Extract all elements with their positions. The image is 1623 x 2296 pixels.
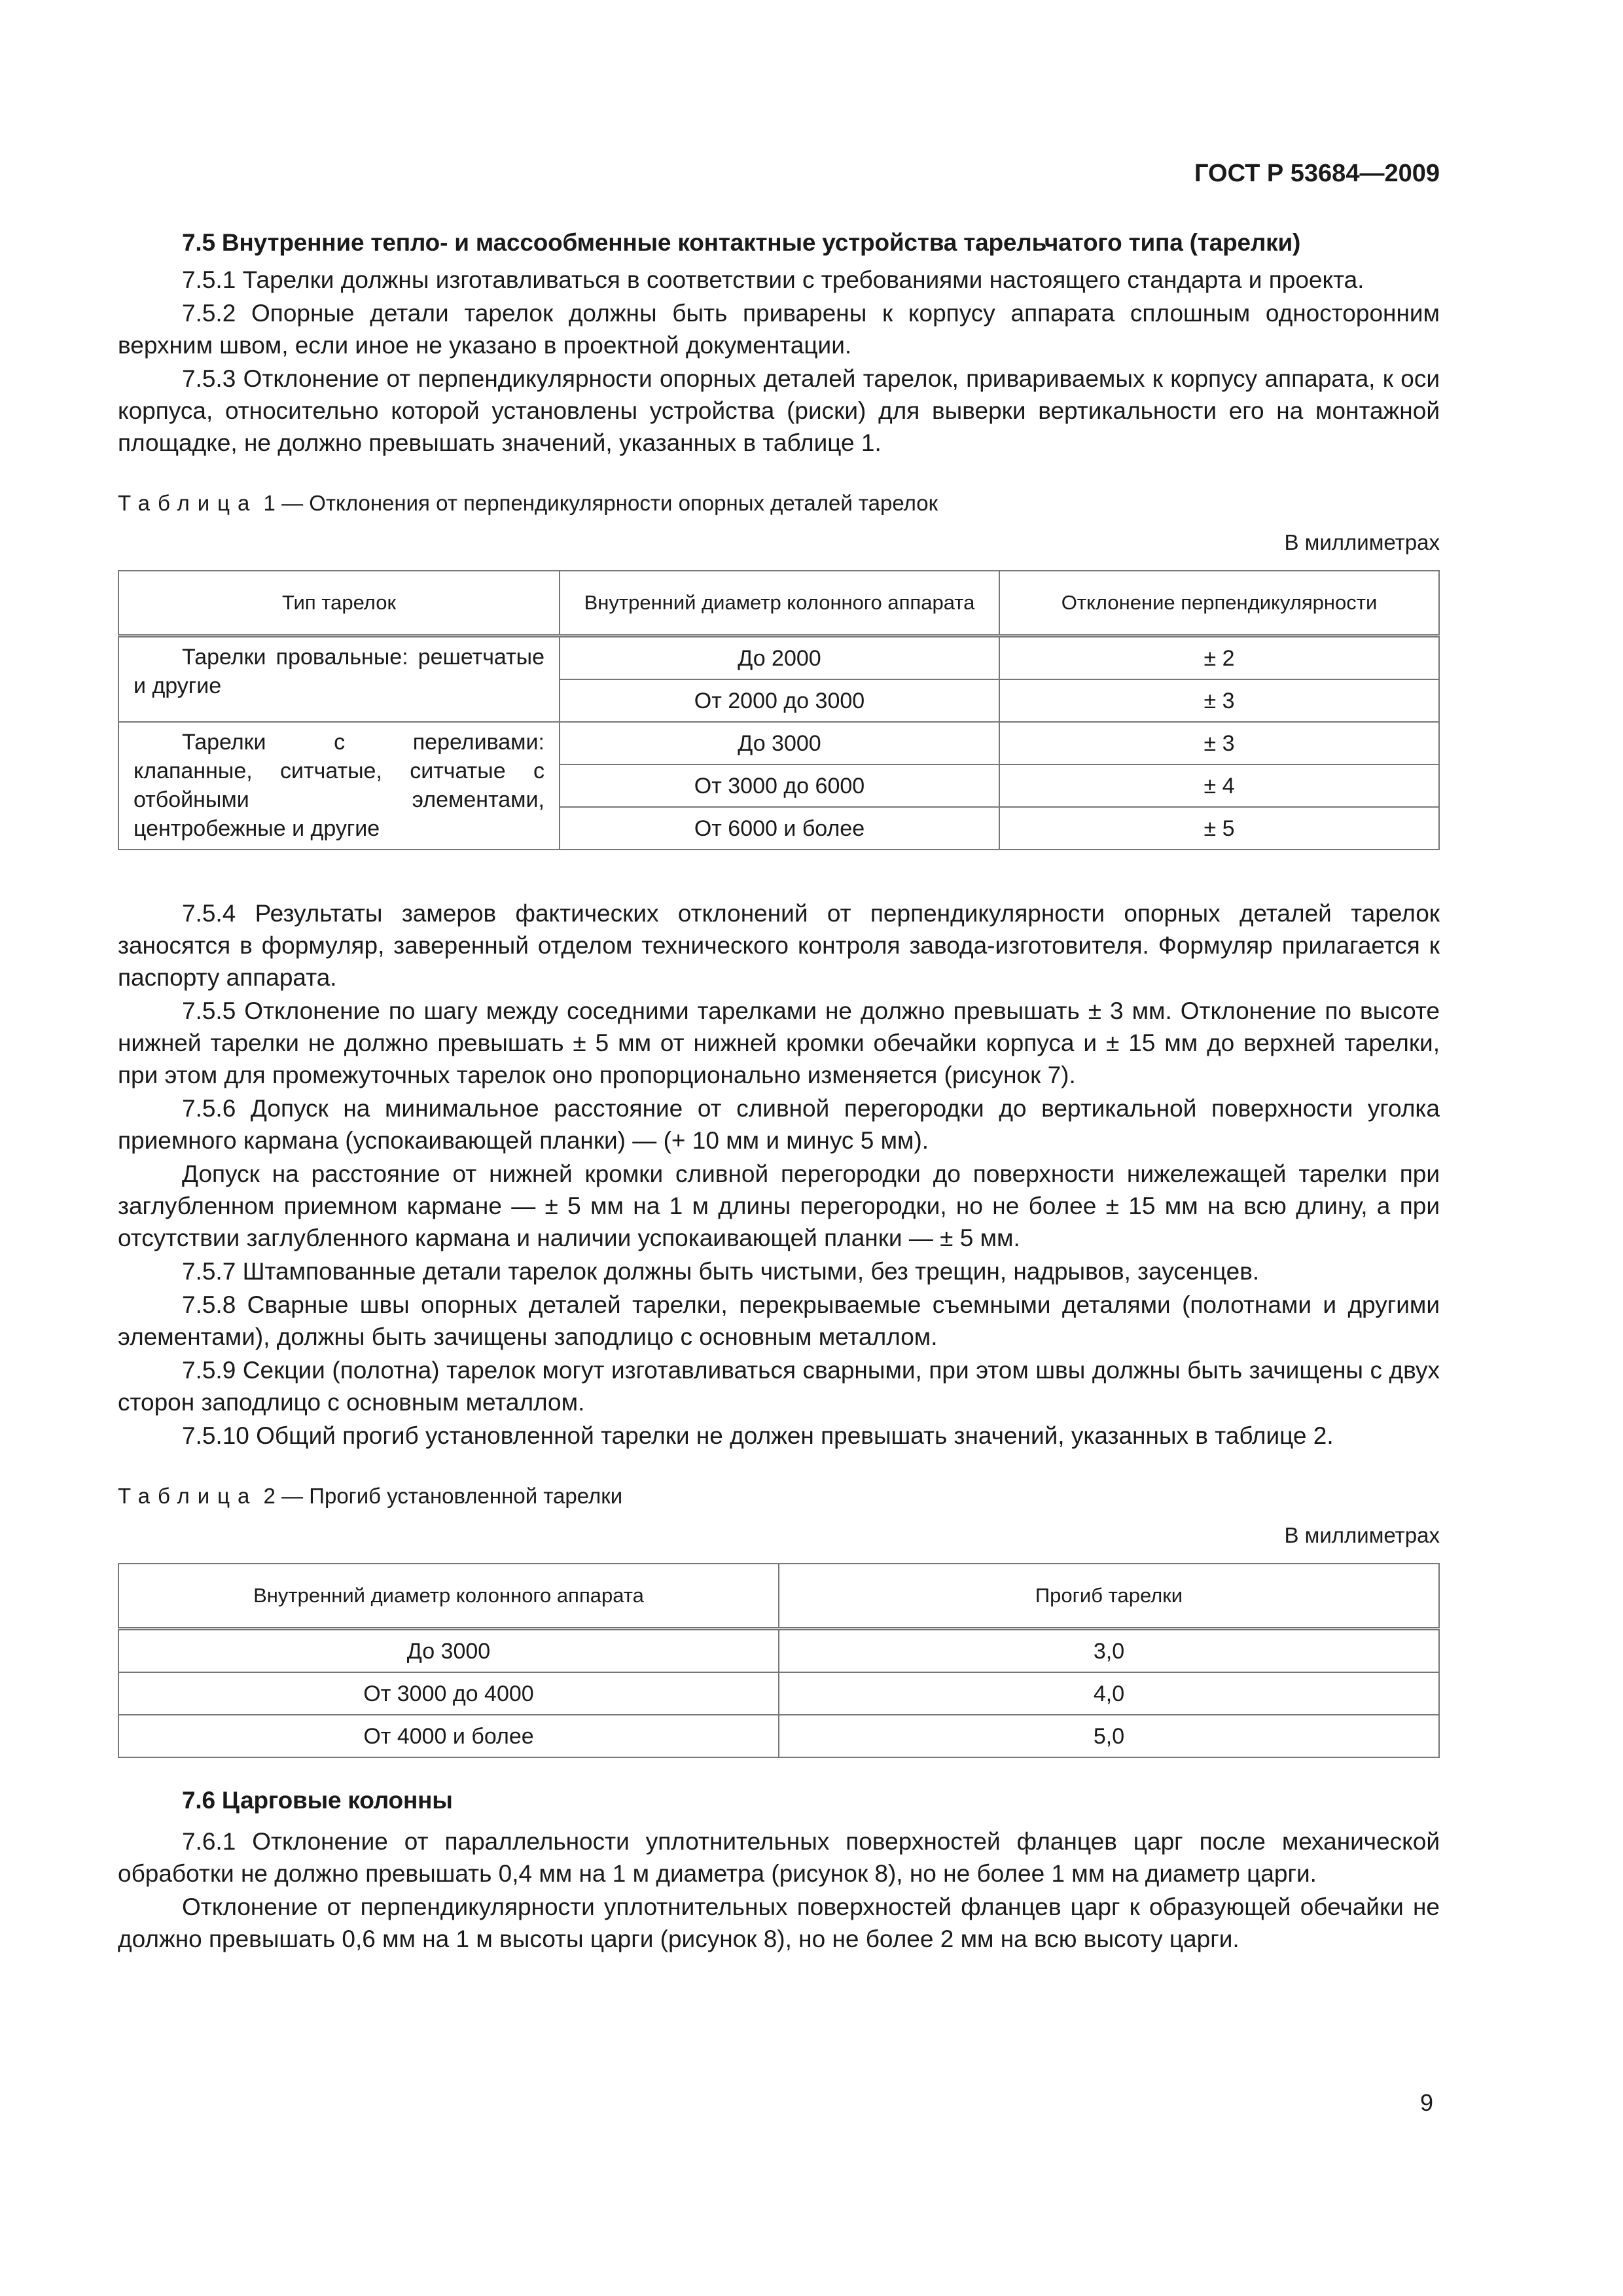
- standard-header: ГОСТ Р 53684—2009: [1194, 160, 1440, 187]
- paragraph-7-5-2: 7.5.2 Опорные детали тарелок должны быть приварены к корпусу аппарата сплошным односторонним верхним швом, если иное не указано в проектной документации.: [118, 300, 1440, 359]
- table-row: [118, 1672, 1439, 1715]
- table-row: [118, 1629, 1439, 1673]
- table-1-header-type: Тип тарелок: [118, 571, 560, 636]
- diameter-cell: От 6000 и более: [560, 807, 999, 850]
- table-1-caption-word: Таблица: [118, 491, 258, 515]
- diameter-cell: До 3000: [560, 722, 999, 764]
- table-2-caption-word: Таблица: [118, 1484, 258, 1508]
- table-1-caption: [118, 489, 1440, 518]
- table-1-header-row: [118, 571, 1439, 636]
- paragraph-7-5-4: 7.5.4 Результаты замеров фактических отклонений от перпендикулярности опорных деталей тарелок заносятся в формуляр, заверенный отделом технического контроля завода-изготовителя. Формуляр прилагается к паспорту аппарата.: [118, 900, 1440, 991]
- deviation-cell: ± 3: [999, 722, 1439, 764]
- paragraph-7-5-6-tolerance: Допуск на расстояние от нижней кромки сливной перегородки до поверхности нижележащей тарелки при заглубленном приемном кармане — ± 5 мм на 1 м длины перегородки, но не более ± 15 мм на всю длину, а при отсутствии заглубленного кармана и наличии успокаивающей планки — ± 5 мм.: [118, 1160, 1440, 1251]
- diameter-cell: От 2000 до 3000: [560, 679, 999, 722]
- section-7-6-title: 7.6 Царговые колонны: [182, 1787, 453, 1814]
- table-1-type-cell: [118, 722, 560, 850]
- table-2-header-deflection: Прогиб тарелки: [779, 1564, 1439, 1629]
- section-7-5-continued: [118, 897, 1440, 1452]
- deflection-cell: 5,0: [779, 1715, 1439, 1757]
- diameter-cell: От 4000 и более: [118, 1715, 779, 1757]
- paragraph-7-5-5: 7.5.5 Отклонение по шагу между соседними тарелками не должно превышать ± 3 мм. Отклонение по высоте нижней тарелки не должно превышать ± 5 мм от нижней кромки обечайки корпуса и ± 15 мм до верхней тарелки, при этом для промежуточных тарелок оно пропорционально изменяется (рисунок 7).: [118, 997, 1440, 1088]
- deflection-cell: 3,0: [779, 1629, 1439, 1673]
- deviation-cell: ± 5: [999, 807, 1439, 850]
- table-1-header-deviation: Отклонение перпендикулярности: [999, 571, 1439, 636]
- table-2-caption-text: 2 — Прогиб установленной тарелки: [257, 1484, 623, 1508]
- tray-type-text: Тарелки провальные: решетчатые и другие: [134, 645, 544, 698]
- table-2-header-row: [118, 1564, 1439, 1629]
- paragraph-7-5-10: 7.5.10 Общий прогиб установленной тарелки не должен превышать значений, указанных в таблице 2.: [182, 1422, 1334, 1449]
- paragraph-7-5-9: 7.5.9 Секции (полотна) тарелок могут изготавливаться сварными, при этом швы должны быть зачищены с двух сторон заподлицо с основным металлом.: [118, 1357, 1440, 1416]
- table-2-caption: [118, 1482, 1440, 1511]
- paragraph-7-5-8: 7.5.8 Сварные швы опорных деталей тарелки, перекрываемые съемными деталями (полотнами и другими элементами), должны быть зачищены заподлицо с основным металлом.: [118, 1291, 1440, 1350]
- deviation-cell: ± 2: [999, 636, 1439, 680]
- page-number: 9: [1419, 2089, 1433, 2116]
- deflection-cell: 4,0: [779, 1672, 1439, 1715]
- diameter-cell: До 3000: [118, 1629, 779, 1673]
- paragraph-7-5-6: 7.5.6 Допуск на минимальное расстояние от сливной перегородки до вертикальной поверхности уголка приемного кармана (успокаивающей планки) — (+ 10 мм и минус 5 мм).: [118, 1095, 1440, 1154]
- table-2-units: В миллиметрах: [1284, 1523, 1440, 1547]
- table-1-units: В миллиметрах: [1284, 530, 1440, 554]
- diameter-cell: От 3000 до 6000: [560, 764, 999, 807]
- tray-type-text: Тарелки с переливами: клапанные, ситчатые, ситчатые с отбойными элементами, центробежные и другие: [134, 730, 544, 841]
- diameter-cell: До 2000: [560, 636, 999, 680]
- section-7-5-title: 7.5 Внутренние тепло- и массообменные контактные устройства тарельчатого типа (тарелки): [182, 229, 1301, 256]
- diameter-cell: От 3000 до 4000: [118, 1672, 779, 1715]
- paragraph-7-5-1: 7.5.1 Тарелки должны изготавливаться в соответствии с требованиями настоящего стандарта и проекта.: [182, 266, 1364, 293]
- table-1-caption-text: 1 — Отклонения от перпендикулярности опорных деталей тарелок: [257, 491, 938, 515]
- table-row: [118, 722, 1439, 764]
- paragraph-7-6-1: 7.6.1 Отклонение от параллельности уплотнительных поверхностей фланцев царг после механической обработки не должно превышать 0,4 мм на 1 м диаметра (рисунок 8), но не более 1 мм на диаметр царги.: [118, 1828, 1440, 1887]
- table-2-header-diameter: Внутренний диаметр колонного аппарата: [118, 1564, 779, 1629]
- paragraph-7-5-3: 7.5.3 Отклонение от перпендикулярности опорных деталей тарелок, привариваемых к корпусу аппарата, к оси корпуса, относительно которой установлены устройства (риски) для выверки вертикальности его на монтажной площадке, не должно превышать значений, указанных в таблице 1.: [118, 365, 1440, 456]
- table-row: [118, 1715, 1439, 1757]
- deviation-cell: ± 3: [999, 679, 1439, 722]
- table-1-type-cell: [118, 636, 560, 723]
- table-2: [118, 1563, 1440, 1758]
- paragraph-7-5-7: 7.5.7 Штампованные детали тарелок должны быть чистыми, без трещин, надрывов, заусенцев.: [182, 1258, 1260, 1285]
- table-1-header-diameter: Внутренний диаметр колонного аппарата: [560, 571, 999, 636]
- deviation-cell: ± 4: [999, 764, 1439, 807]
- paragraph-7-6-1-perpendicularity: Отклонение от перпендикулярности уплотнительных поверхностей фланцев царг к образующей обечайки не должно превышать 0,6 мм на 1 м высоты царги (рисунок 8), но не более 2 мм на всю высоту царги.: [118, 1893, 1440, 1952]
- table-row: [118, 636, 1439, 680]
- table-1: [118, 570, 1440, 850]
- section-7-6: [118, 1784, 1440, 1955]
